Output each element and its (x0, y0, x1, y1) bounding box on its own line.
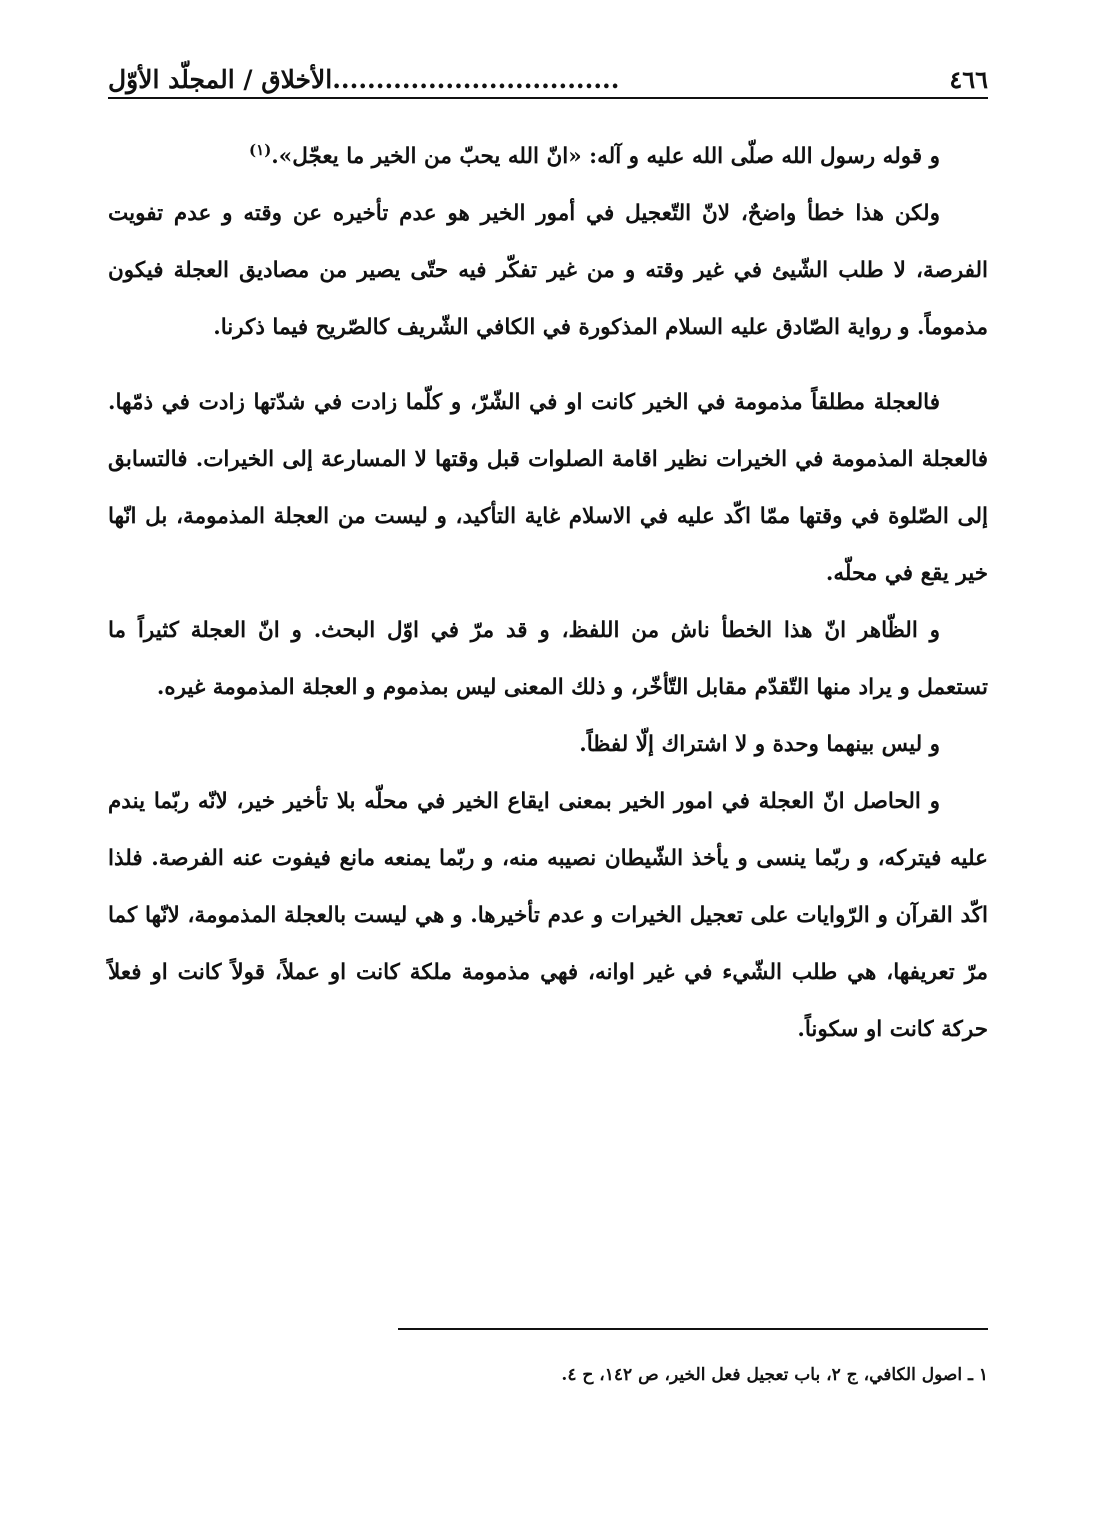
running-title (108, 65, 619, 94)
paragraph-quote-text: و قوله رسول الله صلّى الله عليه و آله: «انّ الله يحبّ من الخير ما يعجّل». (271, 144, 940, 169)
page-header (108, 52, 988, 94)
header-rule (108, 97, 988, 99)
body-text (108, 128, 988, 1058)
paragraph: فالعجلة مطلقاً مذمومة في الخير كانت او في الشّرّ، و كلّما زادت في شدّتها زادت في ذمّها. فالعجلة المذمومة في الخيرات نظير اقامة الصلوات قبل وقتها لا المسارعة إلى الخيرات. فالتسابق إلى الصّلوة في وقتها ممّا اكّد عليه في الاسلام غاية التأكيد، و ليست من العجلة المذمومة، بل انّها خير يقع في محلّه. (108, 390, 988, 586)
paragraph: و الحاصل انّ العجلة في امور الخير بمعنى ايقاع الخير في محلّه بلا تأخير خير، لانّه ربّما يندم عليه فيتركه، و ربّما ينسى و يأخذ الشّيطان نصيبه منه، و ربّما يمنعه مانع فيفوت عنه الفرصة. فلذا اكّد القرآن و الرّوايات على تعجيل الخيرات و عدم تأخيرها. و هي ليست بالعجلة المذمومة، لانّها كما مرّ تعريفها، هي طلب الشّيء في غير اوانه، فهي مذمومة ملكة كانت او عملاً، قولاً كانت او فعلاً حركة كانت او سكوناً. (108, 789, 988, 1042)
footnote-rule (398, 1328, 988, 1330)
running-title-leader: ................................. (332, 65, 620, 94)
paragraph-quote (108, 128, 988, 185)
page-number: ٤٦٦ (949, 65, 988, 94)
running-title-text: الأخلاق / المجلّد الأوّل (108, 65, 333, 94)
footnote: ١ ـ اصول الكافي، ج ٢، باب تعجيل فعل الخير، ص ١٤٢، ح ٤. (561, 1365, 988, 1385)
paragraph: ولكن هذا خطأ واضحٌ، لانّ التّعجيل في أمور الخير هو عدم تأخيره عن وقته و عدم تفويت الفرصة، لا طلب الشّيئ في غير وقته و من غير تفكّر فيه حتّى يصير من مصاديق العجلة فيكون مذموماً. و رواية الصّادق عليه السلام المذكورة في الكافي الشّريف كالصّريح فيما ذكرنا. (108, 201, 988, 340)
paragraph: و ليس بينهما وحدة و لا اشتراك إلّا لفظاً. (579, 732, 940, 757)
footnote-reference: (١) (249, 140, 272, 159)
paragraph: و الظّاهر انّ هذا الخطأ ناش من اللفظ، و قد مرّ في اوّل البحث. و انّ العجلة كثيراً ما تستعمل و يراد منها التّقدّم مقابل التّأخّر، و ذلك المعنى ليس بمذموم و العجلة المذمومة غيره. (108, 618, 988, 700)
